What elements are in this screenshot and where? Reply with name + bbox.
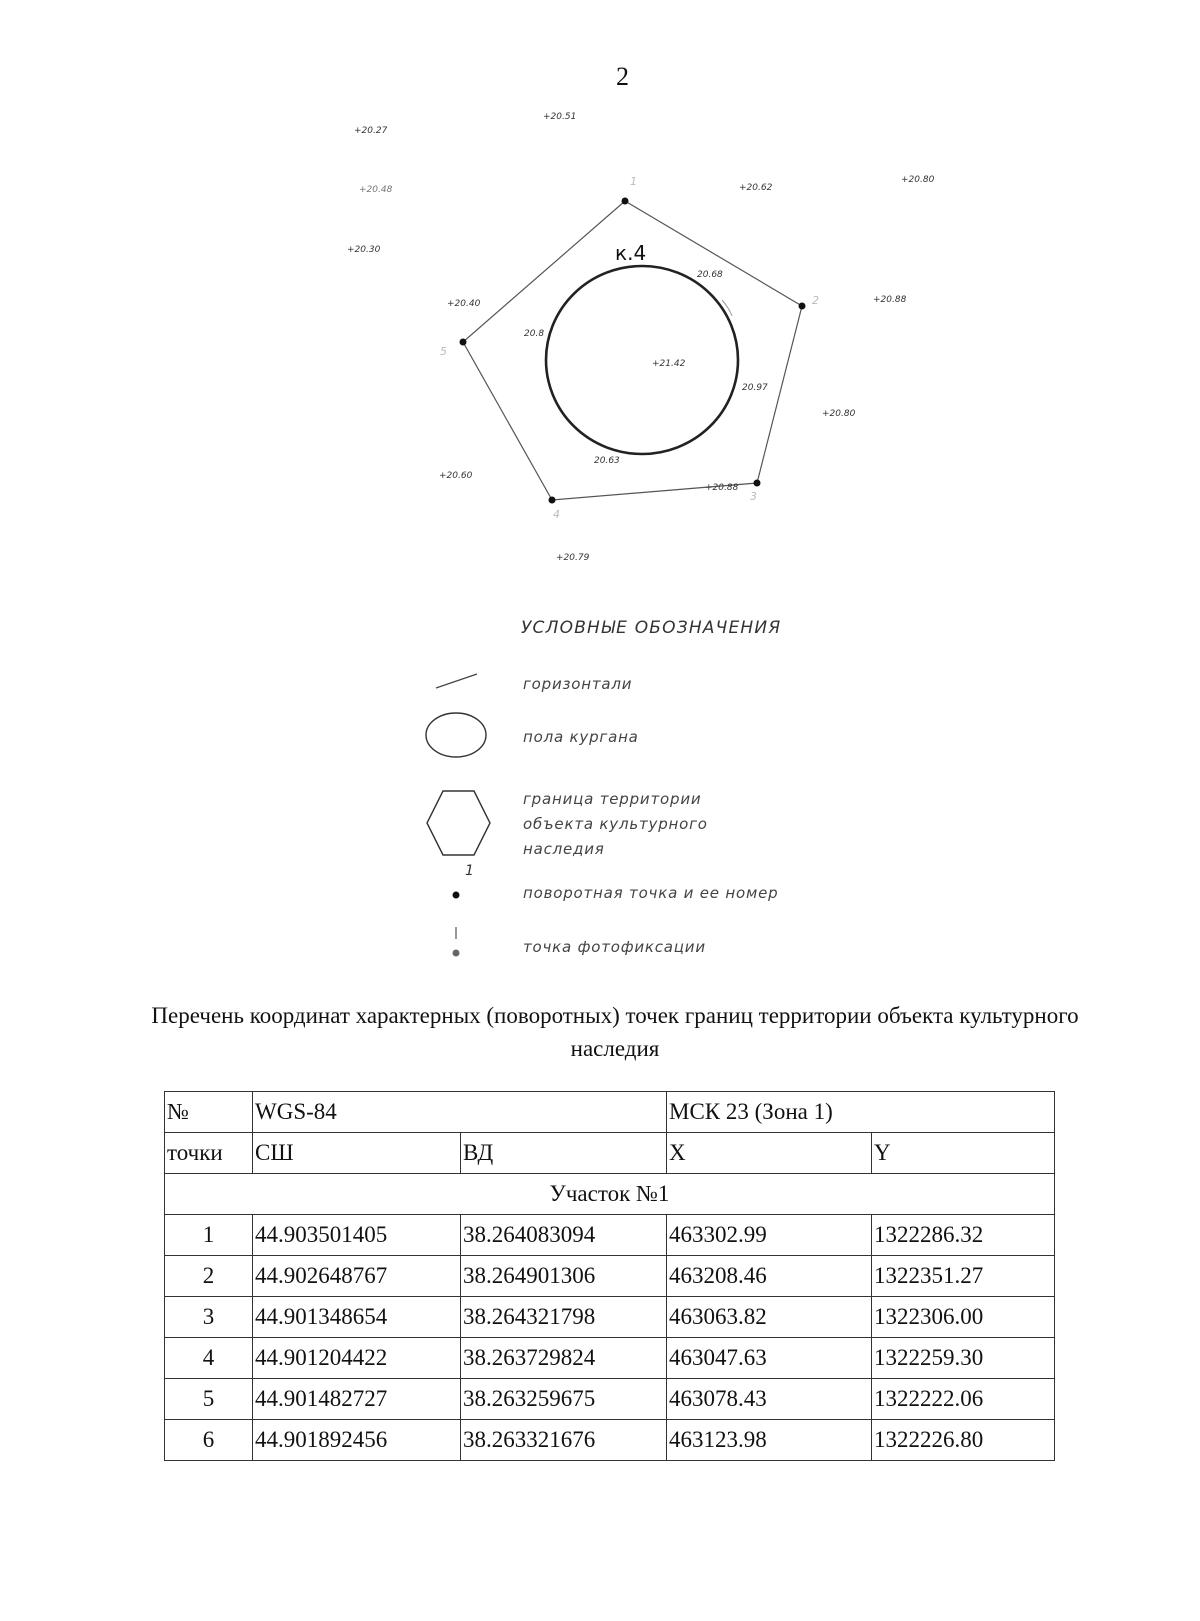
elevation-mark: +20.80 — [901, 175, 935, 185]
lon-cell: 38.264083094 — [461, 1215, 667, 1256]
boundary-legend-icon — [427, 791, 490, 855]
elevation-mark: 20.68 — [697, 270, 723, 280]
coordinates-table — [164, 1091, 1055, 1461]
elevation-mark: +20.88 — [873, 295, 907, 305]
y-cell: 1322259.30 — [872, 1338, 1055, 1379]
lat-cell: 44.901482727 — [253, 1379, 461, 1420]
point-number-2: 2 — [812, 294, 819, 307]
lon-cell: 38.263259675 — [461, 1379, 667, 1420]
turning-point-3 — [754, 480, 761, 487]
contour-legend-icon — [436, 674, 477, 688]
turning-point-1 — [622, 198, 629, 205]
legend-photo-point-label: точка фотофиксации — [523, 938, 706, 956]
table-title: Перечень координат характерных (поворотных) точек границ территории объекта культурного наследия — [151, 1003, 1079, 1061]
legend-boundary-line: объекта культурного — [523, 815, 708, 833]
legend-point-number: 1 — [465, 863, 474, 879]
legend-kurgan-label: пола кургана — [523, 728, 639, 746]
turning-point-4 — [549, 497, 556, 504]
legend-contours-label: горизонтали — [523, 675, 633, 693]
elevation-mark: 20.63 — [594, 456, 620, 466]
point-number-cell: 1 — [165, 1215, 253, 1256]
x-cell: 463078.43 — [667, 1379, 872, 1420]
turning-point-legend-icon — [453, 892, 460, 899]
y-cell: 1322226.80 — [872, 1420, 1055, 1461]
elevation-mark: 20.97 — [742, 383, 768, 393]
header-lon: ВД — [461, 1133, 667, 1174]
lon-cell: 38.263729824 — [461, 1338, 667, 1379]
turning-point-2 — [799, 303, 806, 310]
x-cell: 463063.82 — [667, 1297, 872, 1338]
lat-cell: 44.901892456 — [253, 1420, 461, 1461]
elevation-mark: +20.40 — [447, 299, 481, 309]
lon-cell: 38.263321676 — [461, 1420, 667, 1461]
header-lat: СШ — [253, 1133, 461, 1174]
elevation-mark: +20.27 — [354, 126, 388, 136]
elevation-mark: +20.79 — [556, 553, 590, 563]
table-row — [165, 1215, 1055, 1256]
turning-point-5 — [460, 339, 467, 346]
y-cell: 1322222.06 — [872, 1379, 1055, 1420]
kurgan-label: к.4 — [615, 241, 647, 265]
lon-cell: 38.264901306 — [461, 1256, 667, 1297]
point-number-cell: 3 — [165, 1297, 253, 1338]
elevation-mark: +20.62 — [739, 183, 773, 193]
y-cell: 1322351.27 — [872, 1256, 1055, 1297]
header-wgs84: WGS-84 — [253, 1092, 667, 1133]
x-cell: 463208.46 — [667, 1256, 872, 1297]
x-cell: 463047.63 — [667, 1338, 872, 1379]
point-number-cell: 5 — [165, 1379, 253, 1420]
table-row — [165, 1297, 1055, 1338]
elevation-mark: +20.48 — [359, 185, 393, 195]
point-number-cell: 4 — [165, 1338, 253, 1379]
table-row — [165, 1338, 1055, 1379]
point-number-3: 3 — [750, 490, 757, 503]
table-row — [165, 1256, 1055, 1297]
header-msk23: МСК 23 (Зона 1) — [667, 1092, 1055, 1133]
table-row — [165, 1379, 1055, 1420]
page-number: 2 — [616, 62, 629, 91]
header-x: X — [667, 1133, 872, 1174]
lat-cell: 44.901204422 — [253, 1338, 461, 1379]
table-header-row — [165, 1092, 1055, 1133]
section-label: Участок №1 — [165, 1174, 1055, 1215]
point-number-cell: 2 — [165, 1256, 253, 1297]
y-cell: 1322306.00 — [872, 1297, 1055, 1338]
kurgan-legend-icon — [426, 713, 486, 757]
lat-cell: 44.903501405 — [253, 1215, 461, 1256]
elevation-mark: +21.42 — [652, 359, 686, 369]
header-point: точки — [165, 1133, 253, 1174]
legend-boundary-line: граница территории — [523, 790, 702, 808]
point-number-4: 4 — [553, 508, 560, 521]
table-subheader-row — [165, 1133, 1055, 1174]
x-cell: 463302.99 — [667, 1215, 872, 1256]
elevation-mark: +20.30 — [347, 245, 381, 255]
elevation-mark: +20.88 — [705, 483, 739, 493]
elevation-mark: 20.8 — [524, 329, 545, 339]
legend-title: УСЛОВНЫЕ ОБОЗНАЧЕНИЯ — [521, 618, 782, 638]
table-row — [165, 1420, 1055, 1461]
photo-point-legend-icon — [453, 950, 460, 957]
lat-cell: 44.901348654 — [253, 1297, 461, 1338]
y-cell: 1322286.32 — [872, 1215, 1055, 1256]
table-section-row — [165, 1174, 1055, 1215]
point-number-5: 5 — [440, 345, 447, 358]
header-y: Y — [872, 1133, 1055, 1174]
legend-boundary-line: наследия — [523, 840, 605, 858]
legend-boundary-label — [523, 787, 708, 862]
x-cell: 463123.98 — [667, 1420, 872, 1461]
lon-cell: 38.264321798 — [461, 1297, 667, 1338]
header-no: № — [165, 1092, 253, 1133]
point-number-1: 1 — [630, 175, 637, 188]
elevation-mark: +20.51 — [543, 112, 577, 122]
legend-turning-point-label: поворотная точка и ее номер — [523, 884, 779, 902]
elevation-mark: +20.80 — [822, 409, 856, 419]
lat-cell: 44.902648767 — [253, 1256, 461, 1297]
kurgan-contour — [546, 266, 738, 454]
elevation-mark: +20.60 — [439, 471, 473, 481]
point-number-cell: 6 — [165, 1420, 253, 1461]
